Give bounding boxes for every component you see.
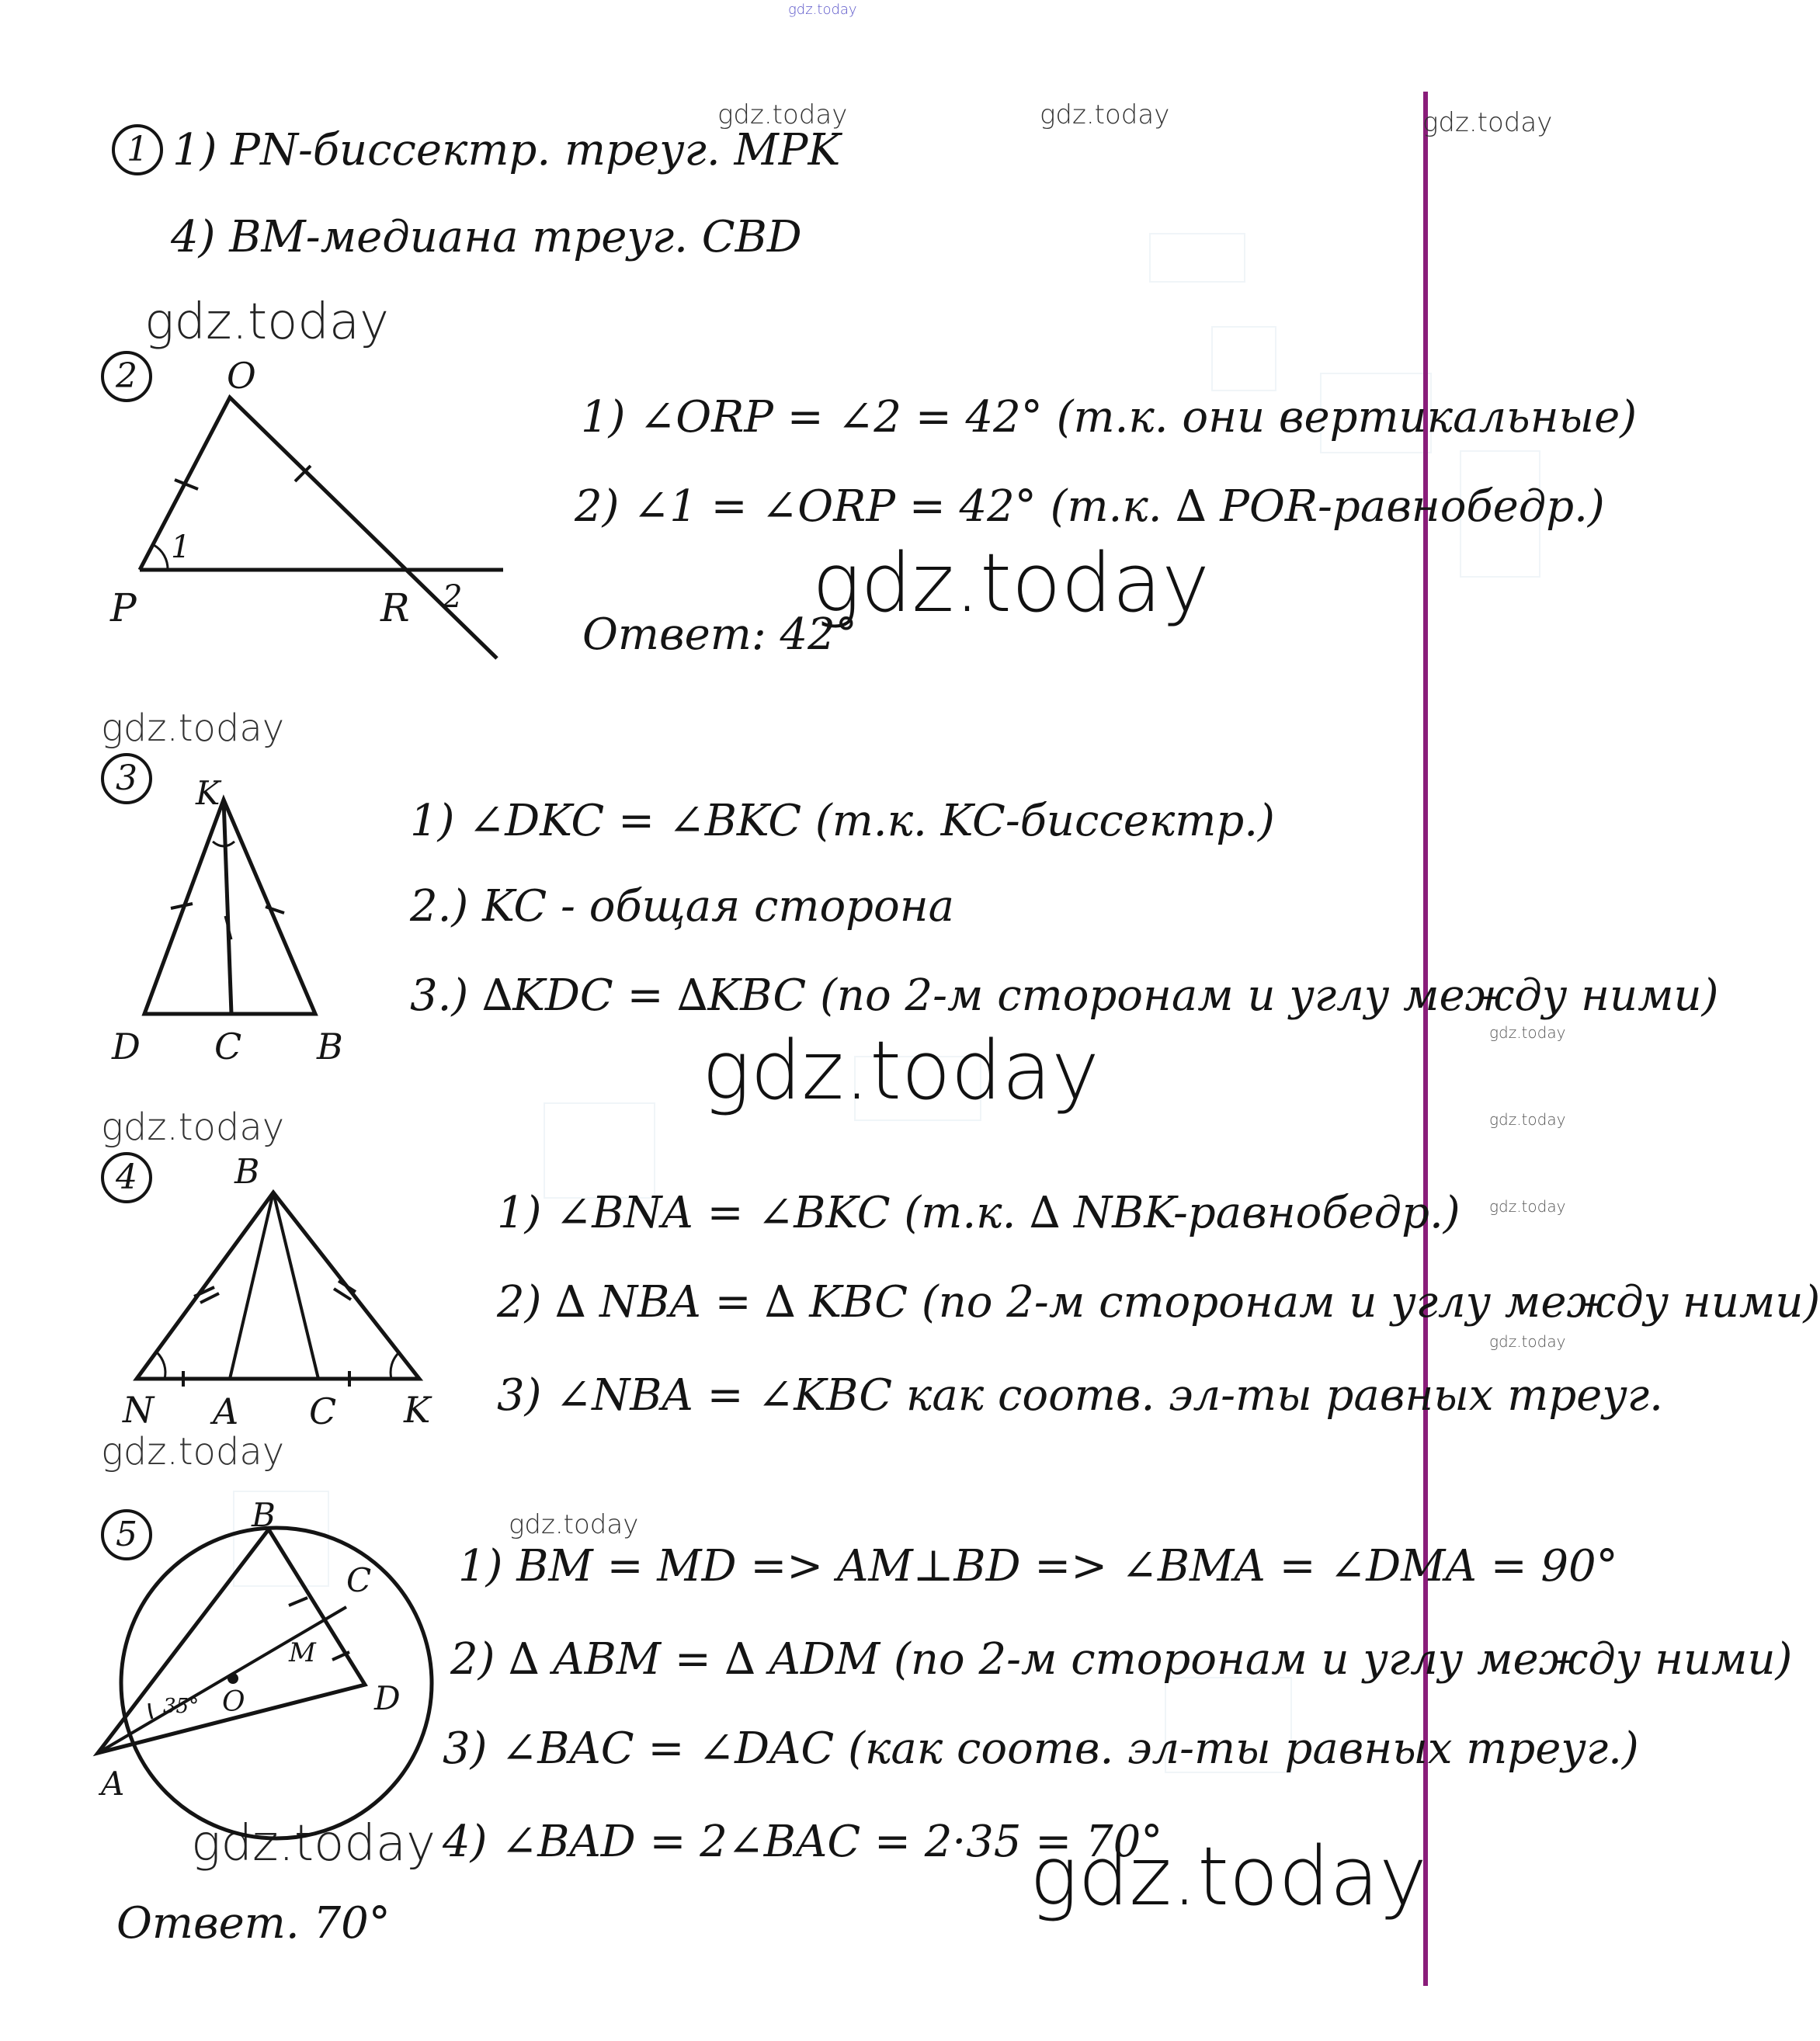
- task5-answer: Ответ. 70°: [116, 1898, 391, 1949]
- label-O: O: [222, 1686, 245, 1718]
- task-number-1: 1: [112, 124, 163, 175]
- task1-line2: 4) BM-медиана треуг. CBD: [171, 212, 802, 262]
- task4-line2: 2) ∆ NBA = ∆ KBC (по 2-м сторонам и углу между ними): [497, 1277, 1820, 1328]
- angle-1-label: 1: [171, 529, 191, 565]
- task5-line2: 2) ∆ ABM = ∆ ADM (по 2-м сторонам и углу между ними): [450, 1634, 1793, 1685]
- label-C: C: [214, 1026, 242, 1067]
- task4-triangle-figure: [116, 1149, 474, 1432]
- task5-line1: 1) BM = MD => AM⊥BD => ∠BMA = ∠DMA = 90°: [458, 1541, 1618, 1591]
- label-R: R: [380, 585, 410, 630]
- watermark: gdz.today: [1422, 107, 1553, 138]
- task2-answer: Ответ: 42°: [582, 609, 857, 660]
- label-P: P: [110, 585, 137, 630]
- angle-2-label: 2: [443, 579, 463, 615]
- task3-triangle-figure: [101, 774, 349, 1067]
- watermark: gdz.today: [101, 706, 285, 750]
- task2-triangle-figure: [93, 342, 528, 668]
- label-O: O: [227, 355, 256, 397]
- angle-35-label: 35°: [163, 1695, 200, 1718]
- task2-line2: 2) ∠1 = ∠ORP = 42° (т.к. ∆ POR-равнобедр.): [575, 481, 1605, 532]
- task5-circle-figure: [85, 1496, 443, 1832]
- task3-line3: 3.) ∆KDC = ∆KBC (по 2-м сторонам и углу между ними): [410, 970, 1719, 1021]
- label-N: N: [123, 1389, 155, 1431]
- label-C: C: [346, 1561, 372, 1599]
- label-A: A: [213, 1390, 239, 1432]
- bg-grid-fragment: [544, 1102, 655, 1199]
- task-number-5: 5: [101, 1509, 152, 1560]
- label-B: B: [252, 1496, 276, 1534]
- watermark: gdz.today: [812, 536, 1210, 630]
- bg-grid-fragment: [1211, 326, 1276, 391]
- task-number-3: 3: [101, 753, 152, 804]
- label-D: D: [112, 1026, 141, 1067]
- watermark: gdz.today: [101, 1106, 285, 1149]
- task5-line4: 4) ∠BAD = 2∠BAC = 2·35 = 70°: [443, 1817, 1163, 1867]
- bg-grid-fragment: [1149, 233, 1245, 283]
- task4-line3: 3) ∠NBA = ∠KBC как соотв. эл-ты равных треуг.: [497, 1370, 1663, 1421]
- task1-line1: 1) PN-биссектр. треуг. MPK: [172, 125, 841, 175]
- label-K: K: [404, 1389, 431, 1431]
- watermark: gdz.today: [101, 1430, 285, 1473]
- task4-line1: 1) ∠BNA = ∠BKC (т.к. ∆ NBK-равнобедр.): [497, 1188, 1461, 1238]
- task5-line3: 3) ∠BAC = ∠DAC (как соотв. эл-ты равных треуг.): [443, 1723, 1639, 1774]
- watermark: gdz.today: [191, 1815, 436, 1873]
- label-M: M: [289, 1637, 316, 1668]
- watermark: gdz.today: [717, 99, 848, 130]
- watermark: gdz.today: [702, 1023, 1099, 1118]
- label-B: B: [234, 1152, 260, 1192]
- task-number-2: 2: [101, 351, 152, 402]
- task-number-4: 4: [101, 1152, 152, 1203]
- watermark: gdz.today: [1489, 1197, 1566, 1216]
- watermark: gdz.today: [1040, 99, 1170, 130]
- watermark: gdz.today: [788, 2, 857, 18]
- watermark: gdz.today: [1489, 1332, 1566, 1351]
- watermark: gdz.today: [1030, 1829, 1427, 1924]
- label-C: C: [309, 1390, 337, 1432]
- notebook-margin-line: [1423, 92, 1428, 1986]
- task3-line1: 1) ∠DKC = ∠BKC (т.к. KC-биссектр.): [410, 796, 1275, 846]
- watermark: gdz.today: [1489, 1110, 1566, 1129]
- center-point-O: [228, 1673, 238, 1684]
- watermark: gdz.today: [509, 1509, 639, 1540]
- task2-line1: 1) ∠ORP = ∠2 = 42° (т.к. они вертикальные): [581, 392, 1638, 443]
- task3-line2: 2.) KC - общая сторона: [410, 881, 955, 932]
- label-B: B: [317, 1026, 343, 1067]
- label-K: K: [196, 774, 221, 812]
- label-A: A: [101, 1765, 125, 1803]
- watermark: gdz.today: [1489, 1023, 1566, 1042]
- label-D: D: [374, 1679, 401, 1717]
- watermark: gdz.today: [144, 293, 389, 351]
